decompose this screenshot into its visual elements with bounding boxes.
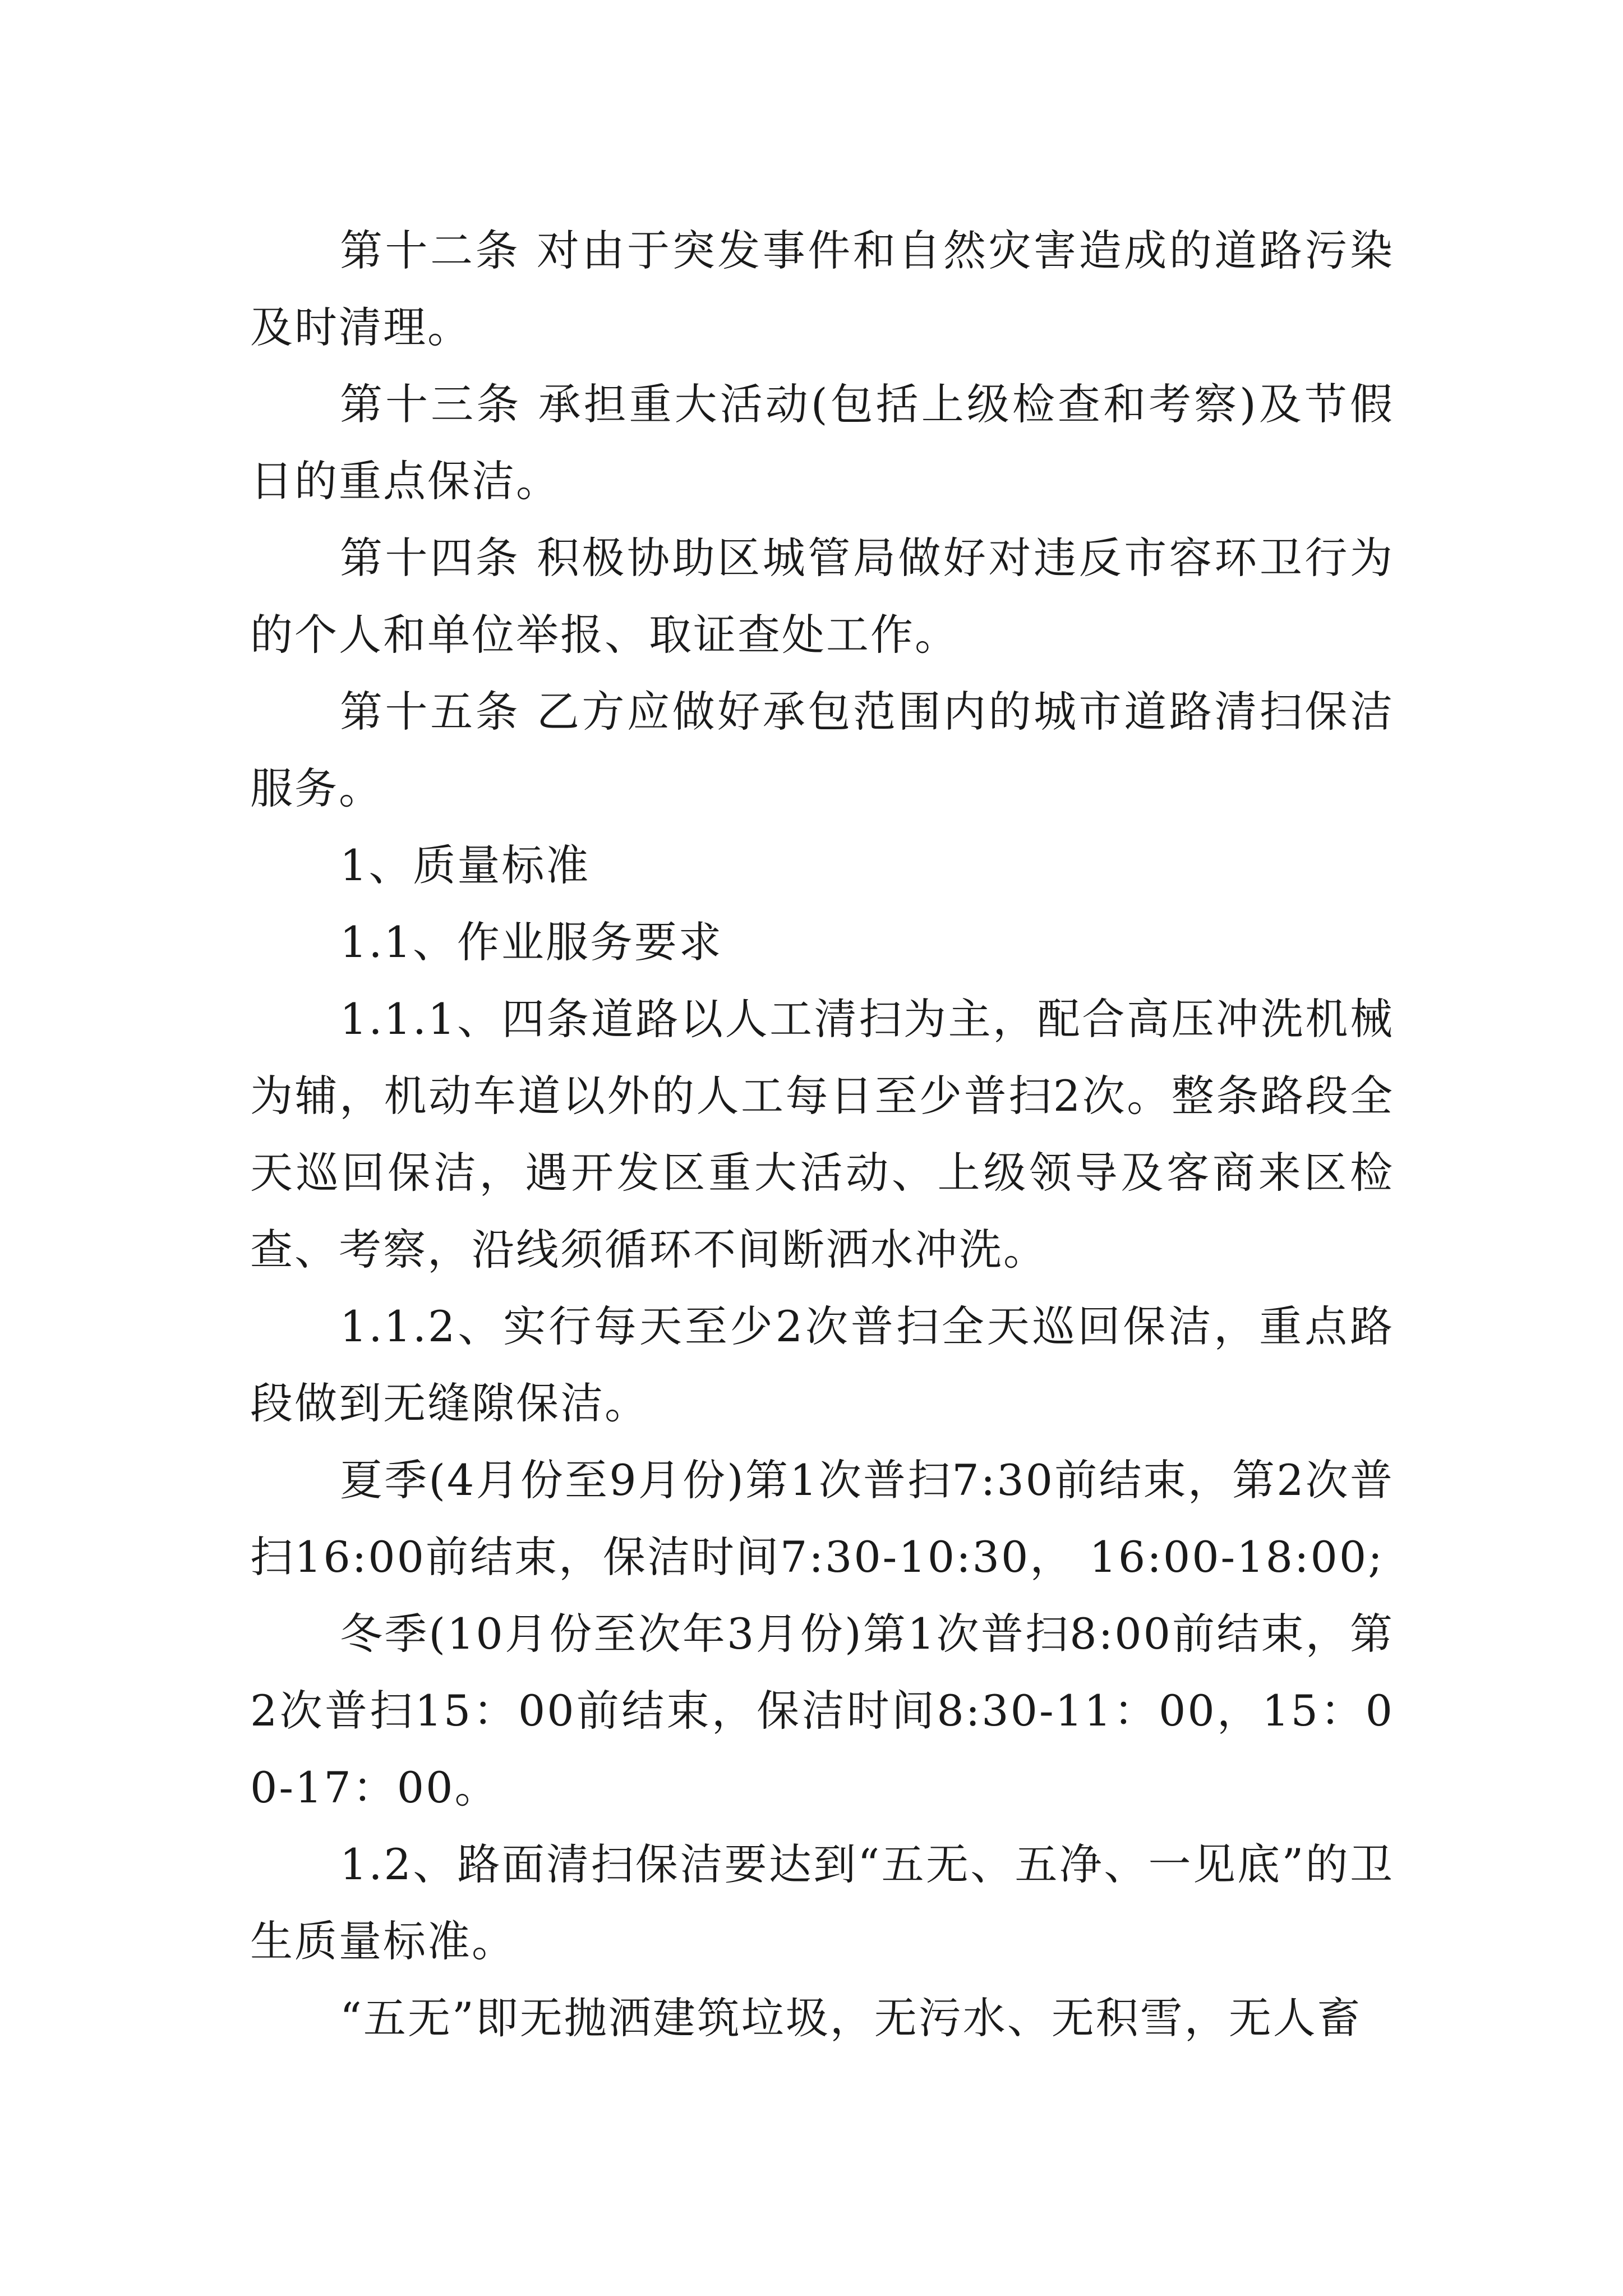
paragraph-article-12: 第十二条 对由于突发事件和自然灾害造成的道路污染及时清理。 (250, 226, 1394, 352)
paragraph-five-nos: “五无”即无抛洒建筑垃圾，无污水、无积雪，无人畜 (340, 1993, 1362, 2043)
paragraph-1-1-2: 1.1.2、实行每天至少2次普扫全天巡回保洁，重点路段做到无缝隙保洁。 (250, 1301, 1394, 1428)
paragraph-1-2: 1.2、路面清扫保洁要达到“五无、五净、一见底”的卫生质量标准。 (250, 1839, 1394, 1966)
document-body (250, 212, 1394, 2056)
paragraph-article-15: 第十五条 乙方应做好承包范围内的城市道路清扫保洁服务。 (250, 687, 1394, 813)
heading-service-requirements: 1.1、作业服务要求 (340, 917, 723, 967)
paragraph-summer-schedule: 夏季(4月份至9月份)第1次普扫7:30前结束，第2次普扫16:00前结束，保洁时间7:30-10:30， 16:00-18:00; (250, 1455, 1394, 1582)
paragraph-winter-schedule: 冬季(10月份至次年3月份)第1次普扫8:00前结束，第2次普扫15：00前结束，保洁时间8:30-11：00，15：00-17：00。 (250, 1609, 1394, 1812)
paragraph-1-1-1: 1.1.1、四条道路以人工清扫为主，配合高压冲洗机械为辅，机动车道以外的人工每日至少普扫2次。整条路段全天巡回保洁，遇开发区重大活动、上级领导及客商来区检查、考察，沿线须循环不间断洒水冲洗。 (250, 994, 1394, 1274)
heading-quality-standard: 1、质量标准 (340, 840, 591, 890)
paragraph-article-13: 第十三条 承担重大活动(包括上级检查和考察)及节假日的重点保洁。 (250, 379, 1394, 506)
paragraph-article-14: 第十四条 积极协助区城管局做好对违反市容环卫行为的个人和单位举报、取证查处工作。 (250, 533, 1394, 660)
